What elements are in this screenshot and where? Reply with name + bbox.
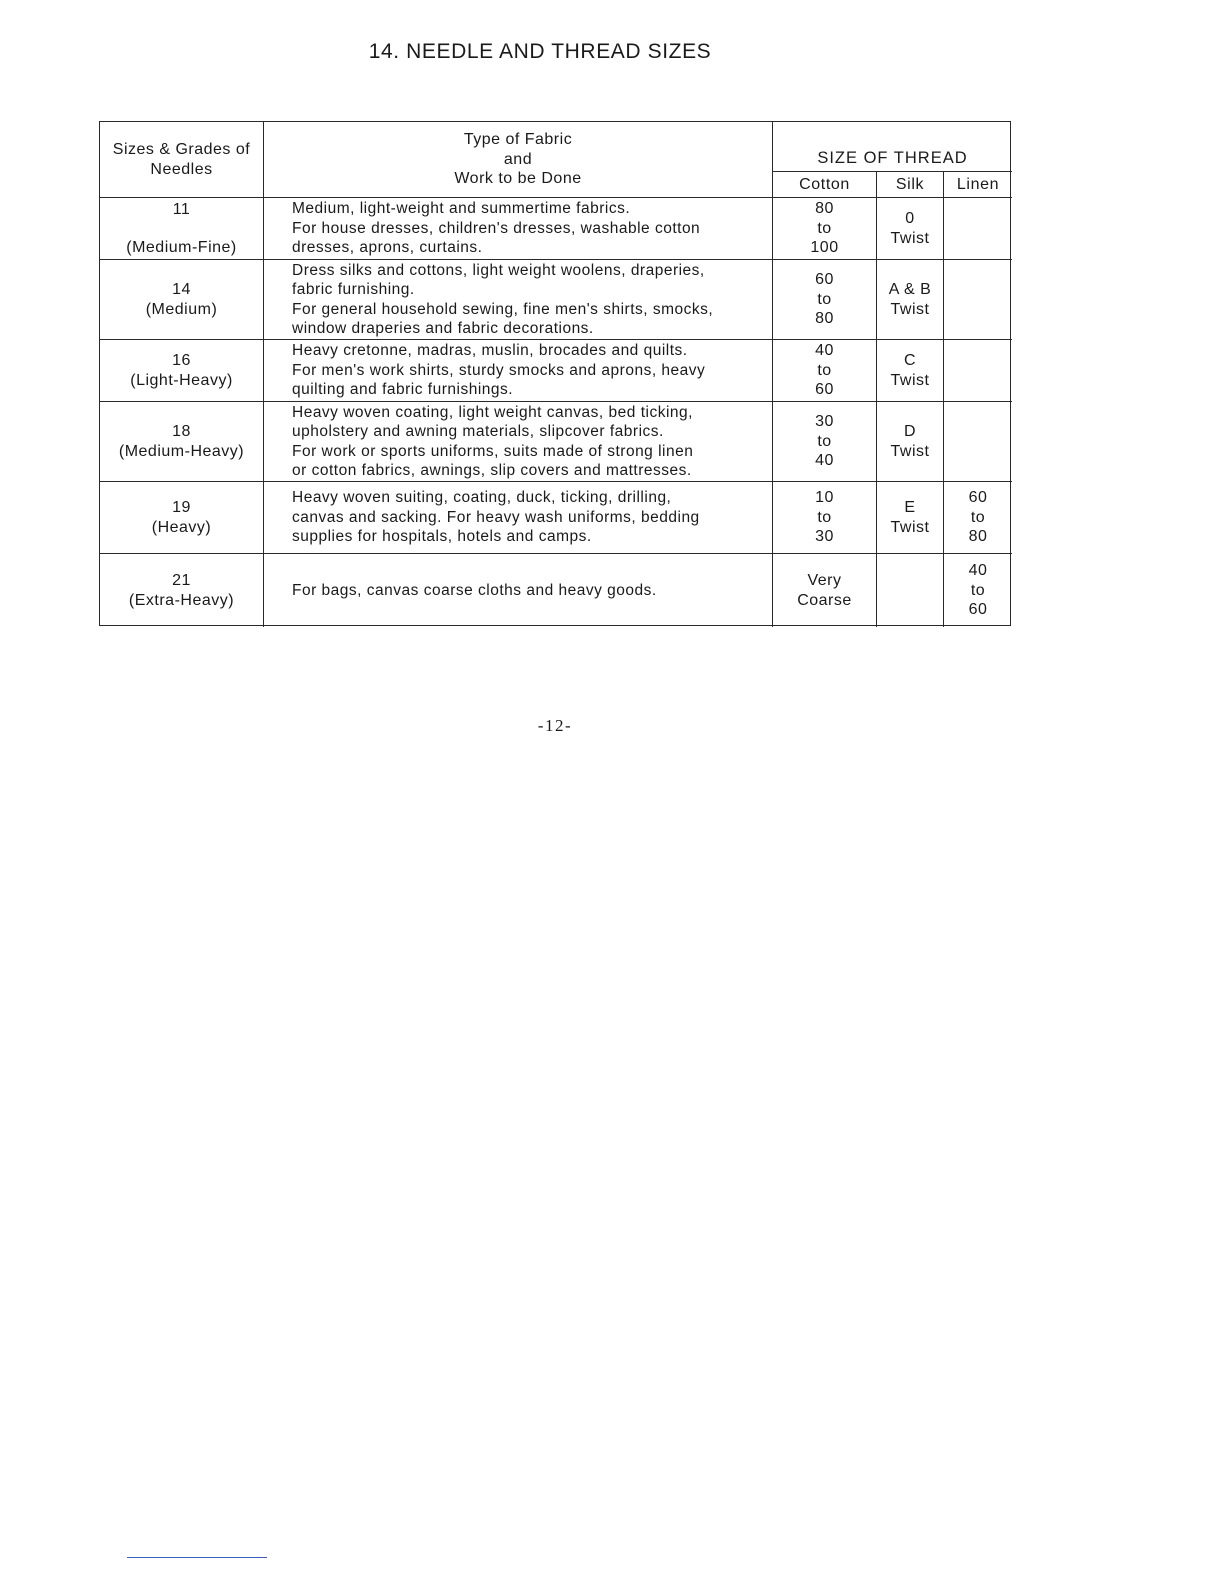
fabric-line: For men's work shirts, sturdy smocks and aprons, heavy [292, 361, 706, 379]
table-cell-silk [877, 198, 944, 260]
linen-line: 80 [968, 528, 988, 546]
table-cell-size [100, 198, 264, 260]
table-cell-size [100, 340, 264, 402]
fabric-line: For house dresses, children's dresses, washable cotton [292, 219, 701, 237]
cotton-line: 60 [815, 381, 834, 399]
linen-line: 60 [968, 489, 988, 507]
needle-grade: (Medium) [145, 300, 218, 318]
table-cell-cotton [773, 340, 877, 402]
fabric-line: window draperies and fabric decorations. [292, 320, 594, 337]
fabric-line: Heavy cretonne, madras, muslin, brocades and quilts. [292, 342, 688, 360]
cotton-line: to [817, 361, 832, 379]
needle-grade: (Light-Heavy) [130, 371, 233, 389]
header-fabric-line2: and [503, 150, 533, 168]
cotton-line: to [817, 219, 832, 237]
cotton-line: to [817, 508, 832, 526]
linen-line: 60 [968, 601, 988, 619]
table-cell-linen [944, 402, 1012, 482]
linen-line: to [970, 508, 986, 526]
fabric-line: supplies for hospitals, hotels and camps. [292, 528, 592, 546]
table-cell-fabric [264, 340, 773, 402]
table-cell-size [100, 554, 264, 627]
fabric-line: Heavy woven coating, light weight canvas, bed ticking, [292, 403, 693, 421]
table-cell-fabric [264, 554, 773, 627]
header-linen: Linen [944, 172, 1012, 198]
table-cell-cotton [773, 554, 877, 627]
footnote-rule [127, 1557, 267, 1558]
needle-grade: (Heavy) [151, 518, 212, 536]
table-cell-silk [877, 402, 944, 482]
needle-grade: (Medium-Heavy) [118, 442, 245, 460]
cotton-line: 80 [815, 310, 834, 328]
needle-size: 14 [172, 281, 191, 298]
fabric-line: Dress silks and cottons, light weight woolens, draperies, [292, 261, 705, 279]
cotton-line: 40 [815, 342, 834, 360]
table-cell-linen [944, 340, 1012, 402]
table-cell-size [100, 260, 264, 340]
cotton-line: Coarse [797, 591, 852, 609]
needle-size: 11 [172, 200, 191, 218]
needle-thread-table [99, 121, 1011, 626]
table-cell-cotton [773, 260, 877, 340]
table-cell-cotton [773, 402, 877, 482]
cotton-line: 40 [815, 452, 834, 470]
table-cell-fabric [264, 482, 773, 554]
page-title: 14. NEEDLE AND THREAD SIZES [368, 40, 712, 63]
header-needle-sizes [100, 122, 264, 198]
fabric-line: quilting and fabric furnishings. [292, 381, 514, 399]
cotton-line: to [817, 290, 832, 308]
table-cell-size [100, 402, 264, 482]
fabric-line: For bags, canvas coarse cloths and heavy goods. [292, 581, 657, 599]
table-cell-silk [877, 260, 944, 340]
linen-line: 40 [968, 562, 988, 580]
table-cell-fabric [264, 260, 773, 340]
silk-line: Twist [890, 229, 930, 247]
table-cell-linen [944, 260, 1012, 340]
header-silk: Silk [877, 172, 944, 198]
needle-size: 16 [172, 352, 191, 369]
fabric-line: fabric furnishing. [292, 281, 415, 298]
needle-grade: (Medium-Fine) [126, 239, 237, 256]
header-cotton: Cotton [773, 172, 877, 198]
fabric-line: For general household sewing, fine men's shirts, smocks, [292, 300, 714, 318]
cotton-line: 60 [815, 271, 834, 289]
silk-line: Twist [890, 442, 930, 460]
table-cell-silk [877, 482, 944, 554]
fabric-line: Medium, light-weight and summertime fabrics. [292, 200, 631, 218]
header-needle-sizes-line2: Needles [150, 160, 213, 178]
fabric-line: dresses, aprons, curtains. [292, 239, 483, 257]
cotton-line: to [817, 432, 832, 450]
cotton-line: 100 [810, 239, 839, 257]
header-needle-sizes-line1: Sizes & Grades of [112, 141, 251, 158]
silk-line: Twist [890, 518, 930, 536]
needle-size: 19 [172, 499, 191, 516]
cotton-line: 30 [815, 528, 834, 546]
needle-grade: (Extra-Heavy) [128, 591, 235, 609]
silk-line: C [903, 352, 917, 369]
header-fabric-type [264, 122, 773, 198]
fabric-line: or cotton fabrics, awnings, slip covers and mattresses. [292, 462, 692, 479]
table-cell-fabric [264, 198, 773, 260]
table-cell-linen [944, 198, 1012, 260]
cotton-line: 10 [815, 489, 834, 507]
table-cell-fabric [264, 402, 773, 482]
table-cell-linen [944, 482, 1012, 554]
silk-line: 0 [905, 210, 915, 227]
needle-size: 21 [172, 572, 191, 589]
silk-line: Twist [890, 371, 930, 389]
needle-size: 18 [172, 423, 191, 440]
fabric-line: upholstery and awning materials, slipcover fabrics. [292, 423, 664, 440]
header-fabric-line3: Work to be Done [454, 170, 582, 188]
fabric-line: Heavy woven suiting, coating, duck, ticking, drilling, [292, 489, 672, 507]
table-cell-cotton [773, 482, 877, 554]
cotton-line: 30 [815, 413, 834, 431]
table-cell-silk [877, 340, 944, 402]
linen-line: to [970, 581, 986, 599]
header-thread-size: SIZE OF THREAD [773, 122, 1012, 172]
fabric-line: canvas and sacking. For heavy wash uniforms, bedding [292, 508, 700, 526]
cotton-line: Very [807, 572, 842, 589]
silk-line: A & B [888, 281, 932, 298]
table-cell-silk [877, 554, 944, 627]
table-cell-linen [944, 554, 1012, 627]
header-fabric-line1: Type of Fabric [463, 131, 573, 149]
silk-line: Twist [890, 300, 930, 318]
table-cell-size [100, 482, 264, 554]
page-number: -12- [537, 716, 573, 735]
cotton-line: 80 [815, 200, 834, 218]
silk-line: E [904, 499, 916, 516]
silk-line: D [903, 423, 917, 440]
fabric-line: For work or sports uniforms, suits made of strong linen [292, 442, 694, 460]
table-cell-cotton [773, 198, 877, 260]
